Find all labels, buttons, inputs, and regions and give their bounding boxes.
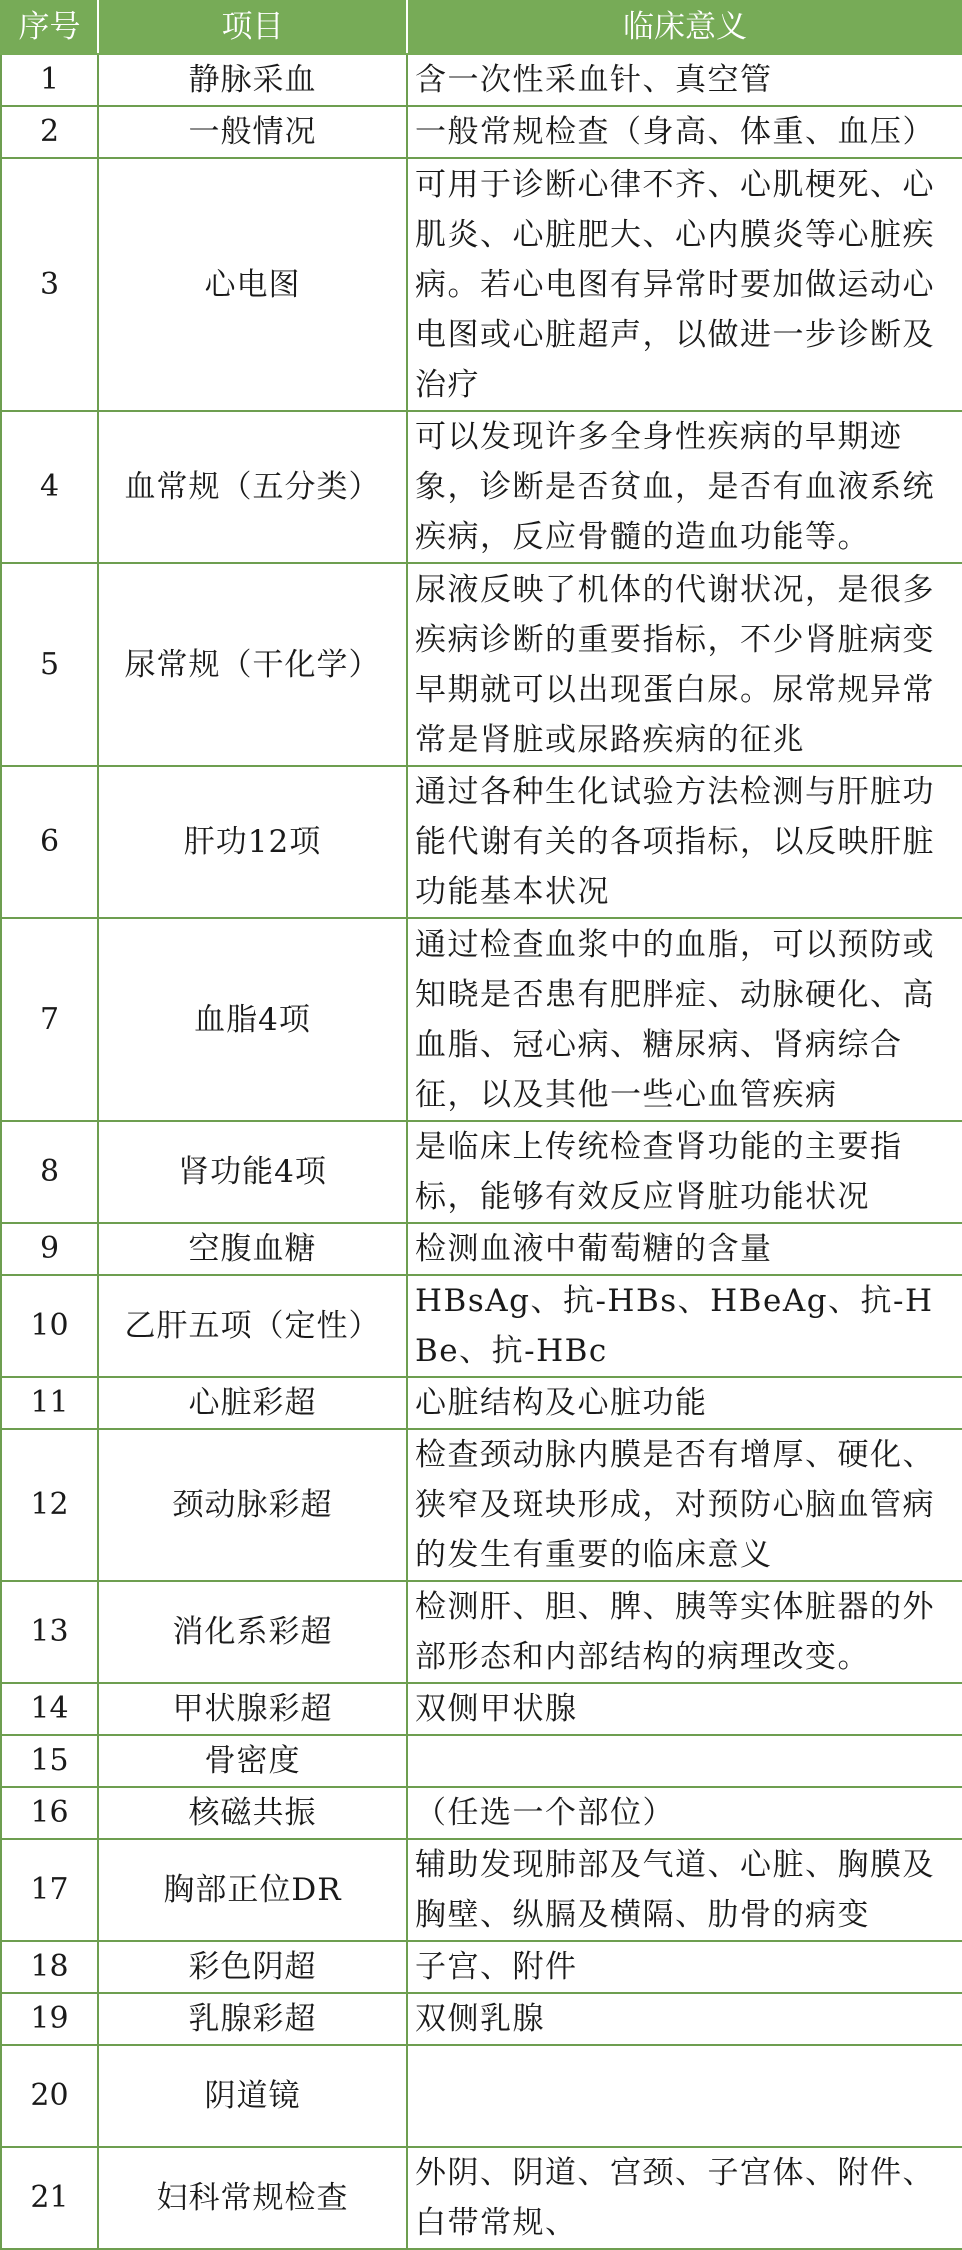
clinical-meaning: 是临床上传统检查肾功能的主要指标，能够有效反应肾脏功能状况 (407, 1121, 962, 1223)
exam-item: 肾功能4项 (98, 1121, 407, 1223)
exam-item: 一般情况 (98, 106, 407, 158)
exam-item: 乳腺彩超 (98, 1993, 407, 2045)
row-number: 20 (1, 2045, 98, 2147)
clinical-meaning: 检测血液中葡萄糖的含量 (407, 1223, 962, 1275)
exam-item: 核磁共振 (98, 1787, 407, 1839)
table-row (1, 766, 962, 918)
clinical-meaning: 通过检查血浆中的血脂，可以预防或知晓是否患有肥胖症、动脉硬化、高血脂、冠心病、糖尿病、肾病综合征，以及其他一些心血管疾病 (407, 918, 962, 1121)
clinical-meaning: 检测肝、胆、脾、胰等实体脏器的外部形态和内部结构的病理改变。 (407, 1581, 962, 1683)
clinical-meaning: 含一次性采血针、真空管 (407, 54, 962, 106)
table-row (1, 158, 962, 411)
row-number: 17 (1, 1839, 98, 1941)
exam-item: 骨密度 (98, 1735, 407, 1787)
table-row (1, 1941, 962, 1993)
row-number: 9 (1, 1223, 98, 1275)
clinical-meaning: HBsAg、抗-HBs、HBeAg、抗-HBe、抗-HBc (407, 1275, 962, 1377)
row-number: 19 (1, 1993, 98, 2045)
row-number: 15 (1, 1735, 98, 1787)
exam-item: 妇科常规检查 (98, 2147, 407, 2249)
table-row (1, 411, 962, 563)
clinical-meaning (407, 1735, 962, 1787)
row-number: 13 (1, 1581, 98, 1683)
header-index: 序号 (1, 1, 98, 54)
row-number: 16 (1, 1787, 98, 1839)
exam-item: 血脂4项 (98, 918, 407, 1121)
table-row (1, 2147, 962, 2249)
table-row (1, 1275, 962, 1377)
clinical-meaning: 心脏结构及心脏功能 (407, 1377, 962, 1429)
clinical-meaning: 一般常规检查（身高、体重、血压） (407, 106, 962, 158)
table-row (1, 918, 962, 1121)
table-row (1, 1429, 962, 1581)
row-number: 21 (1, 2147, 98, 2249)
clinical-meaning: 检查颈动脉内膜是否有增厚、硬化、狭窄及斑块形成，对预防心脑血管病的发生有重要的临床意义 (407, 1429, 962, 1581)
row-number: 6 (1, 766, 98, 918)
row-number: 4 (1, 411, 98, 563)
table-row (1, 54, 962, 106)
table-row (1, 1993, 962, 2045)
exam-item: 消化系彩超 (98, 1581, 407, 1683)
row-number: 5 (1, 563, 98, 766)
row-number: 2 (1, 106, 98, 158)
exam-item: 阴道镜 (98, 2045, 407, 2147)
table-row (1, 1223, 962, 1275)
header-meaning: 临床意义 (407, 1, 962, 54)
exam-item: 乙肝五项（定性） (98, 1275, 407, 1377)
exam-item: 胸部正位DR (98, 1839, 407, 1941)
row-number: 14 (1, 1683, 98, 1735)
clinical-meaning: 可用于诊断心律不齐、心肌梗死、心肌炎、心脏肥大、心内膜炎等心脏疾病。若心电图有异常时要加做运动心电图或心脏超声，以做进一步诊断及治疗 (407, 158, 962, 411)
row-number: 1 (1, 54, 98, 106)
exam-item: 彩色阴超 (98, 1941, 407, 1993)
exam-item: 尿常规（干化学） (98, 563, 407, 766)
table-row (1, 2045, 962, 2147)
exam-item: 颈动脉彩超 (98, 1429, 407, 1581)
exam-item: 血常规（五分类） (98, 411, 407, 563)
clinical-meaning: 可以发现许多全身性疾病的早期迹象，诊断是否贫血，是否有血液系统疾病，反应骨髓的造血功能等。 (407, 411, 962, 563)
header-item: 项目 (98, 1, 407, 54)
row-number: 10 (1, 1275, 98, 1377)
row-number: 12 (1, 1429, 98, 1581)
clinical-meaning: （任选一个部位） (407, 1787, 962, 1839)
exam-item: 空腹血糖 (98, 1223, 407, 1275)
table-row (1, 1121, 962, 1223)
exam-item: 心脏彩超 (98, 1377, 407, 1429)
row-number: 7 (1, 918, 98, 1121)
table-row (1, 106, 962, 158)
table-row (1, 1377, 962, 1429)
exam-item: 肝功12项 (98, 766, 407, 918)
table-row (1, 1839, 962, 1941)
table-header-row (1, 1, 962, 54)
row-number: 8 (1, 1121, 98, 1223)
row-number: 11 (1, 1377, 98, 1429)
table-row (1, 1683, 962, 1735)
row-number: 3 (1, 158, 98, 411)
row-number: 18 (1, 1941, 98, 1993)
table-row (1, 1787, 962, 1839)
clinical-meaning: 尿液反映了机体的代谢状况，是很多疾病诊断的重要指标，不少肾脏病变早期就可以出现蛋白尿。尿常规异常常是肾脏或尿路疾病的征兆 (407, 563, 962, 766)
exam-item: 甲状腺彩超 (98, 1683, 407, 1735)
exam-item: 静脉采血 (98, 54, 407, 106)
clinical-meaning: 外阴、阴道、宫颈、子宫体、附件、白带常规、 (407, 2147, 962, 2249)
clinical-meaning: 辅助发现肺部及气道、心脏、胸膜及胸壁、纵膈及横隔、肋骨的病变 (407, 1839, 962, 1941)
table-row (1, 563, 962, 766)
clinical-meaning (407, 2045, 962, 2147)
table-row (1, 1581, 962, 1683)
clinical-meaning: 双侧甲状腺 (407, 1683, 962, 1735)
clinical-meaning: 通过各种生化试验方法检测与肝脏功能代谢有关的各项指标，以反映肝脏功能基本状况 (407, 766, 962, 918)
exam-item: 心电图 (98, 158, 407, 411)
clinical-meaning: 子宫、附件 (407, 1941, 962, 1993)
clinical-meaning: 双侧乳腺 (407, 1993, 962, 2045)
table-row (1, 1735, 962, 1787)
